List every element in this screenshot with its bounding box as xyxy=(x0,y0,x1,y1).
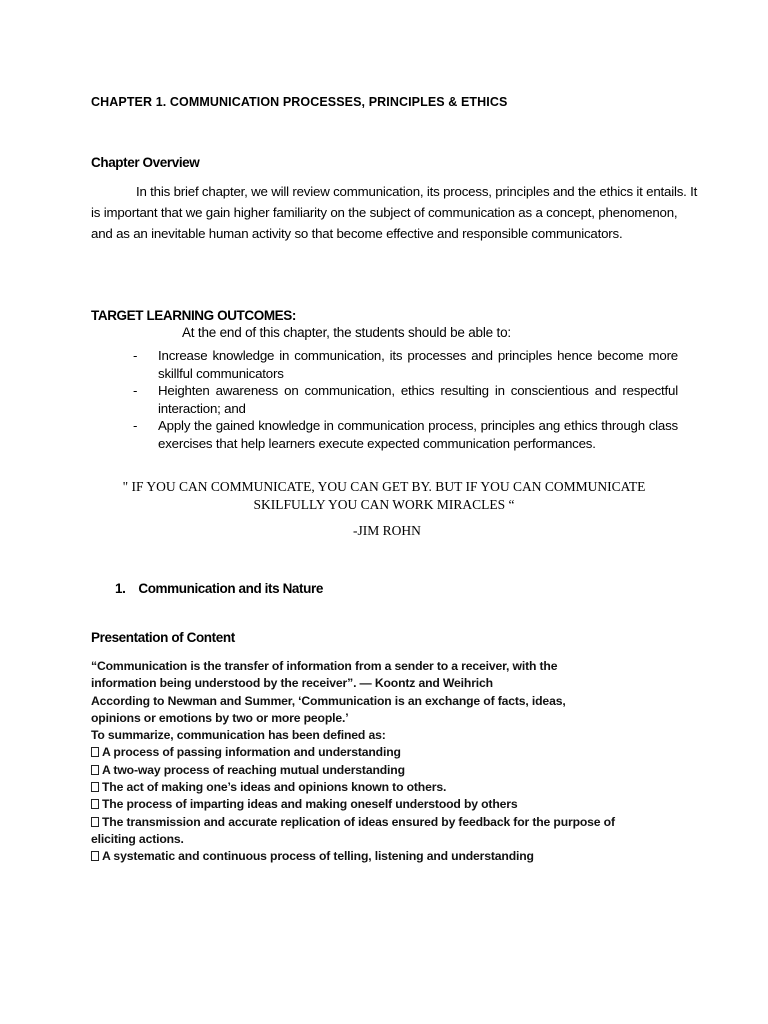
missing-glyph-box-icon xyxy=(91,799,99,809)
learning-outcomes-list xyxy=(130,347,678,452)
overview-line: In this brief chapter, we will review communication, its process, principles and the ethics it entails. It xyxy=(136,184,698,199)
quote-line: SKILFULLY YOU CAN WORK MIRACLES “ xyxy=(253,497,515,512)
outcome-line: Increase knowledge in communication, its processes and principles hence become more xyxy=(158,348,678,363)
dash-bullet: - xyxy=(133,418,138,433)
overview-paragraph xyxy=(91,181,698,244)
presentation-content xyxy=(91,658,651,866)
quote-line: " IF YOU CAN COMMUNICATE, YOU CAN GET BY. BUT IF YOU CAN COMMUNICATE xyxy=(122,479,646,494)
learning-outcome-item xyxy=(130,417,678,452)
outcome-line: skillful communicators xyxy=(158,365,284,381)
learning-outcome-item xyxy=(130,347,678,382)
learning-outcomes-heading: TARGET LEARNING OUTCOMES: xyxy=(91,308,296,323)
quote-author: -JIM ROHN xyxy=(353,523,421,538)
overview-line: and as an inevitable human activity so that become effective and responsible communicators. xyxy=(91,226,623,241)
missing-glyph-box-icon xyxy=(91,851,99,861)
quote xyxy=(91,478,677,514)
definition-bullet xyxy=(91,796,651,813)
presentation-heading: Presentation of Content xyxy=(91,630,235,645)
chapter-overview-heading: Chapter Overview xyxy=(91,155,200,170)
outcome-line: Heighten awareness on communication, ethics resulting in conscientious and respectful xyxy=(158,383,678,398)
definition-text: A two-way process of reaching mutual understanding xyxy=(102,762,405,777)
outcome-line: interaction; and xyxy=(158,400,246,416)
missing-glyph-box-icon xyxy=(91,817,99,827)
definition-bullet xyxy=(91,779,651,796)
section-heading-communication-nature xyxy=(115,581,323,596)
definition-text: A systematic and continuous process of telling, listening and understanding xyxy=(102,849,534,864)
chapter-title: CHAPTER 1. COMMUNICATION PROCESSES, PRINCIPLES & ETHICS xyxy=(91,95,508,109)
outcome-line: exercises that help learners execute expected communication performances. xyxy=(158,435,596,451)
overview-line: is important that we gain higher familiarity on the subject of communication as a concept, phenomenon, xyxy=(91,205,678,220)
missing-glyph-box-icon xyxy=(91,782,99,792)
outcome-line: Apply the gained knowledge in communication process, principles ang ethics through class xyxy=(158,418,678,433)
definition-text: The transmission and accurate replication of ideas ensured by feedback for the purpose of xyxy=(102,814,615,829)
content-line: According to Newman and Summer, ‘Communication is an exchange of facts, ideas, xyxy=(91,693,566,708)
learning-outcomes-intro: At the end of this chapter, the students should be able to: xyxy=(182,325,511,340)
missing-glyph-box-icon xyxy=(91,747,99,757)
definition-bullet xyxy=(91,762,651,779)
section-title: Communication and its Nature xyxy=(138,581,323,596)
content-line: information being understood by the receiver”. — Koontz and Weihrich xyxy=(91,676,493,691)
missing-glyph-box-icon xyxy=(91,765,99,775)
definition-bullet xyxy=(91,848,651,865)
section-number: 1. xyxy=(115,581,126,596)
definition-bullet xyxy=(91,744,651,761)
content-line: opinions or emotions by two or more people.’ xyxy=(91,710,349,725)
learning-outcome-item xyxy=(130,382,678,417)
content-line: To summarize, communication has been defined as: xyxy=(91,728,386,743)
dash-bullet: - xyxy=(133,348,138,363)
definition-bullet xyxy=(91,814,651,831)
dash-bullet: - xyxy=(133,383,138,398)
definition-bullet-continuation: eliciting actions. xyxy=(91,831,184,846)
content-line: “Communication is the transfer of information from a sender to a receiver, with the xyxy=(91,659,558,673)
definition-text: A process of passing information and understanding xyxy=(102,745,401,760)
definition-text: The act of making one’s ideas and opinions known to others. xyxy=(102,780,447,795)
definition-text: The process of imparting ideas and making oneself understood by others xyxy=(102,797,518,812)
